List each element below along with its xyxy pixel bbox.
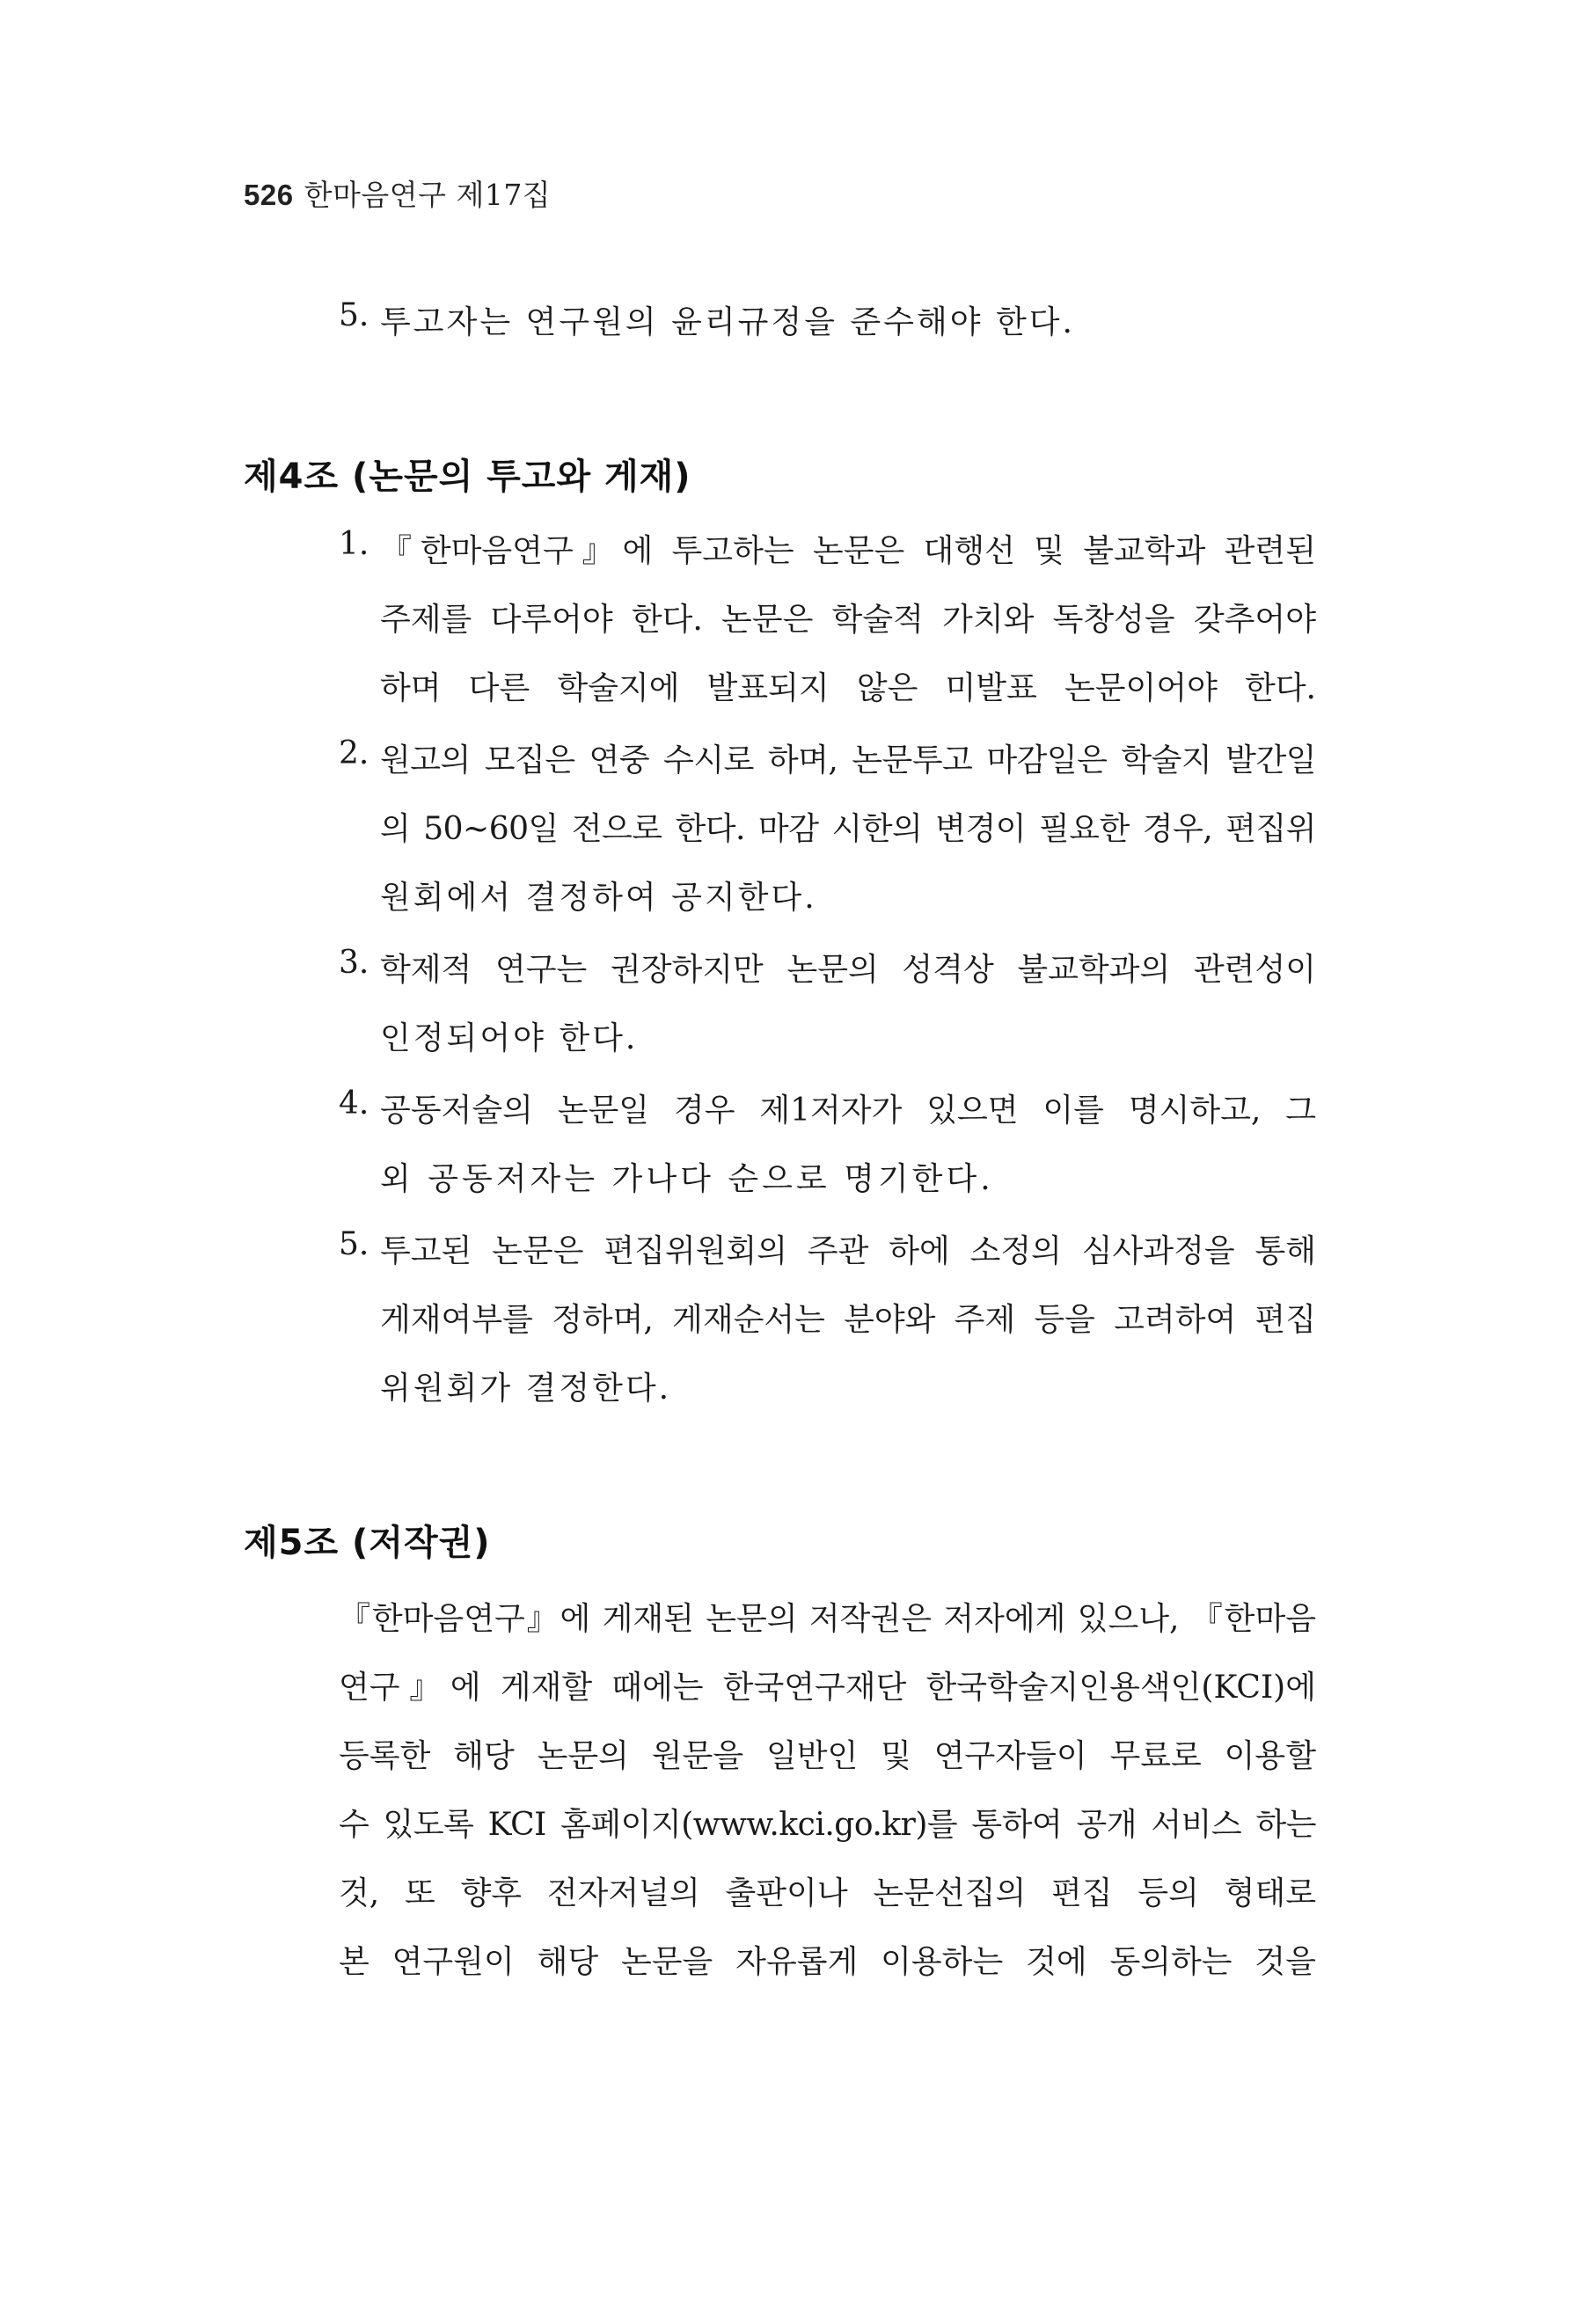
item-line: 외 공동저자는 가나다 순으로 명기한다.	[380, 1161, 994, 1197]
paragraph-line: 본 연구원이 해당 논문을 자유롭게 이용하는 것에 동의하는 것을	[339, 1944, 1316, 1980]
journal-title: 한마음연구 제17집	[304, 178, 552, 212]
item-line: 원고의 모집은 연중 수시로 하며, 논문투고 마감일은 학술지 발간일	[380, 742, 1316, 778]
page-number: 526	[244, 179, 294, 211]
item-line: 위원회가 결정한다.	[380, 1370, 672, 1407]
article5-heading: 제5조 (저작권)	[244, 1523, 491, 1563]
running-header	[244, 172, 551, 214]
item-line: 공동저술의 논문일 경우 제1저자가 있으면 이를 명시하고, 그	[380, 1093, 1316, 1129]
paragraph-line: 것, 또 향후 전자저널의 출판이나 논문선집의 편집 등의 형태로	[339, 1875, 1316, 1911]
item-number: 4.	[339, 1085, 369, 1122]
paragraph-line: 등록한 해당 논문의 원문을 일반인 및 연구자들이 무료로 이용할	[339, 1738, 1316, 1774]
item-line: 투고된 논문은 편집위원회의 주관 하에 소정의 심사과정을 통해	[380, 1233, 1316, 1269]
paragraph-line: 연구』에 게재할 때에는 한국연구재단 한국학술지인용색인(KCI)에	[339, 1670, 1316, 1706]
item-line: 원회에서 결정하여 공지한다.	[380, 880, 817, 916]
prev-item-text: 투고자는 연구원의 윤리규정을 준수해야 한다.	[380, 304, 1075, 340]
item-number: 1.	[339, 526, 369, 562]
item-line: 학제적 연구는 권장하지만 논문의 성격상 불교학과의 관련성이	[380, 952, 1316, 988]
item-number: 3.	[339, 945, 369, 981]
item-line: 하며 다른 학술지에 발표되지 않은 미발표 논문이어야 한다.	[380, 670, 1316, 706]
item-number: 2.	[339, 735, 369, 771]
item-line: 주제를 다루어야 한다. 논문은 학술적 가치와 독창성을 갖추어야	[380, 602, 1316, 638]
item-line: 의 50~60일 전으로 한다. 마감 시한의 변경이 필요한 경우, 편집위	[380, 811, 1316, 847]
item-number: 5.	[339, 1226, 369, 1262]
prev-item-number: 5.	[339, 297, 369, 333]
paragraph-line: 『한마음연구』에 게재된 논문의 저작권은 저자에게 있으나, 『한마음	[339, 1601, 1316, 1637]
article4-heading: 제4조 (논문의 투고와 게재)	[244, 457, 691, 497]
paragraph-line: 수 있도록 KCI 홈페이지(www.kci.go.kr)를 통하여 공개 서비스 하는	[339, 1807, 1316, 1843]
item-line: 『한마음연구』에 투고하는 논문은 대행선 및 불교학과 관련된	[380, 533, 1316, 569]
item-line: 인정되어야 한다.	[380, 1020, 639, 1056]
item-line: 게재여부를 정하며, 게재순서는 분야와 주제 등을 고려하여 편집	[380, 1302, 1316, 1338]
